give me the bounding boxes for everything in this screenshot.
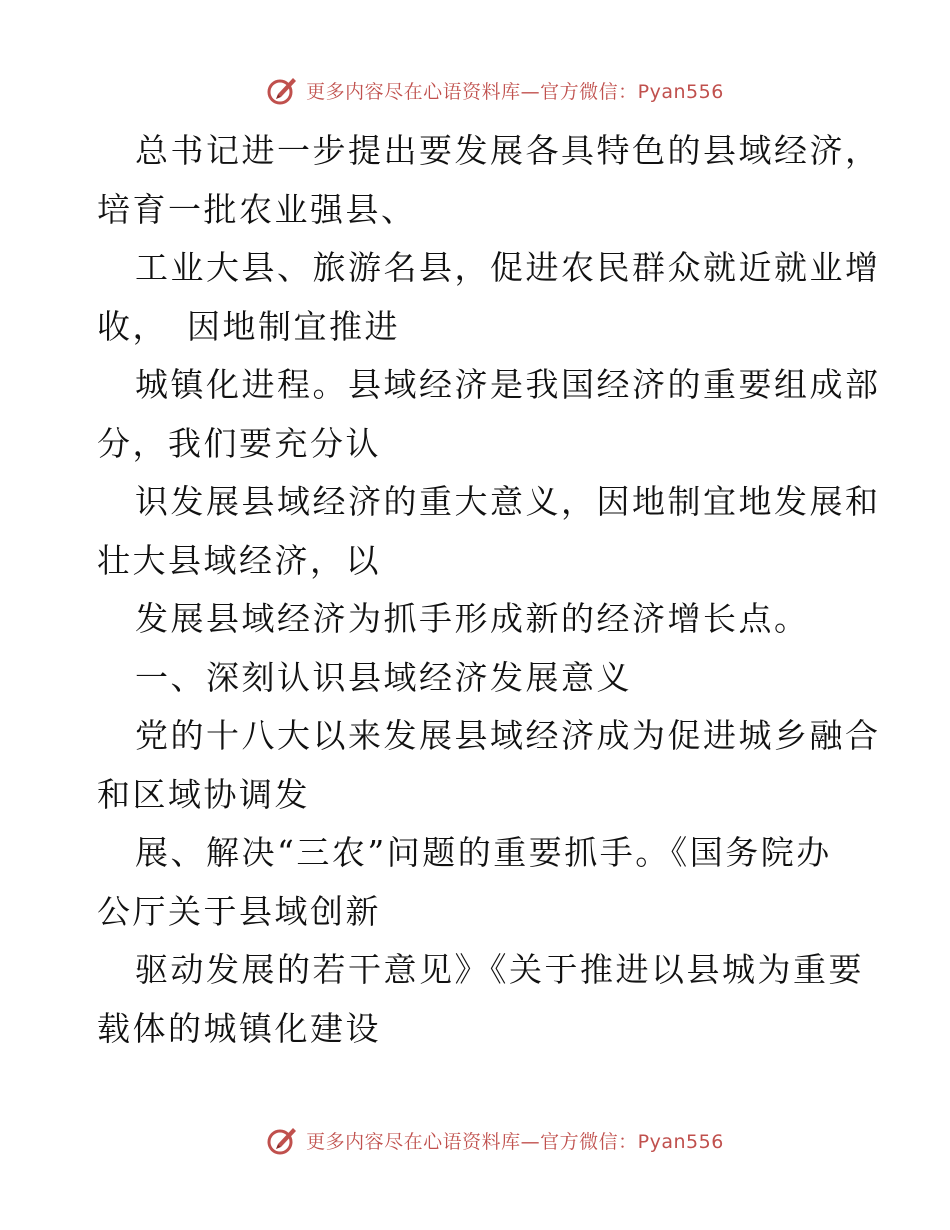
- text-line: 城镇化进程。县域经济是我国经济的重要组成部: [135, 365, 881, 404]
- text-line: 分，我们要充分认: [97, 423, 381, 463]
- footer-banner-text: 更多内容尽在心语资料库—官方微信：Pyan556: [306, 1130, 724, 1153]
- pen-logo-icon: [266, 74, 298, 106]
- text-line: 一、深刻认识县域经济发展意义: [135, 657, 632, 697]
- text-line: 工业大县、旅游名县，促进农民群众就近就业增: [135, 248, 881, 287]
- text-line: 识发展县域经济的重大意义，因地制宜地发展和: [135, 482, 881, 521]
- text-line: 载体的城镇化建设: [97, 1008, 381, 1048]
- text-line: 收， 因地制宜推进: [97, 306, 400, 346]
- document-body: [97, 122, 881, 1058]
- text-line: 总书记进一步提出要发展各具特色的县域经济，: [135, 131, 881, 170]
- text-line: 发展县域经济为抓手形成新的经济增长点。: [135, 599, 810, 638]
- text-line: 和区域协调发: [97, 774, 310, 814]
- header-banner: [0, 70, 950, 110]
- text-line: 培育一批农业强县、: [97, 189, 417, 229]
- footer-banner: [0, 1120, 950, 1160]
- text-line: 公厅关于县域创新: [97, 891, 381, 931]
- text-line: 展、解决“三农”问题的重要抓手。《国务院办: [135, 833, 832, 872]
- header-banner-text: 更多内容尽在心语资料库—官方微信：Pyan556: [306, 80, 724, 103]
- text-line: 驱动发展的若干意见》《关于推进以县城为重要: [135, 950, 864, 989]
- text-line: 壮大县域经济，以: [97, 540, 381, 580]
- text-line: 党的十八大以来发展县域经济成为促进城乡融合: [135, 716, 881, 755]
- pen-logo-icon: [266, 1124, 298, 1156]
